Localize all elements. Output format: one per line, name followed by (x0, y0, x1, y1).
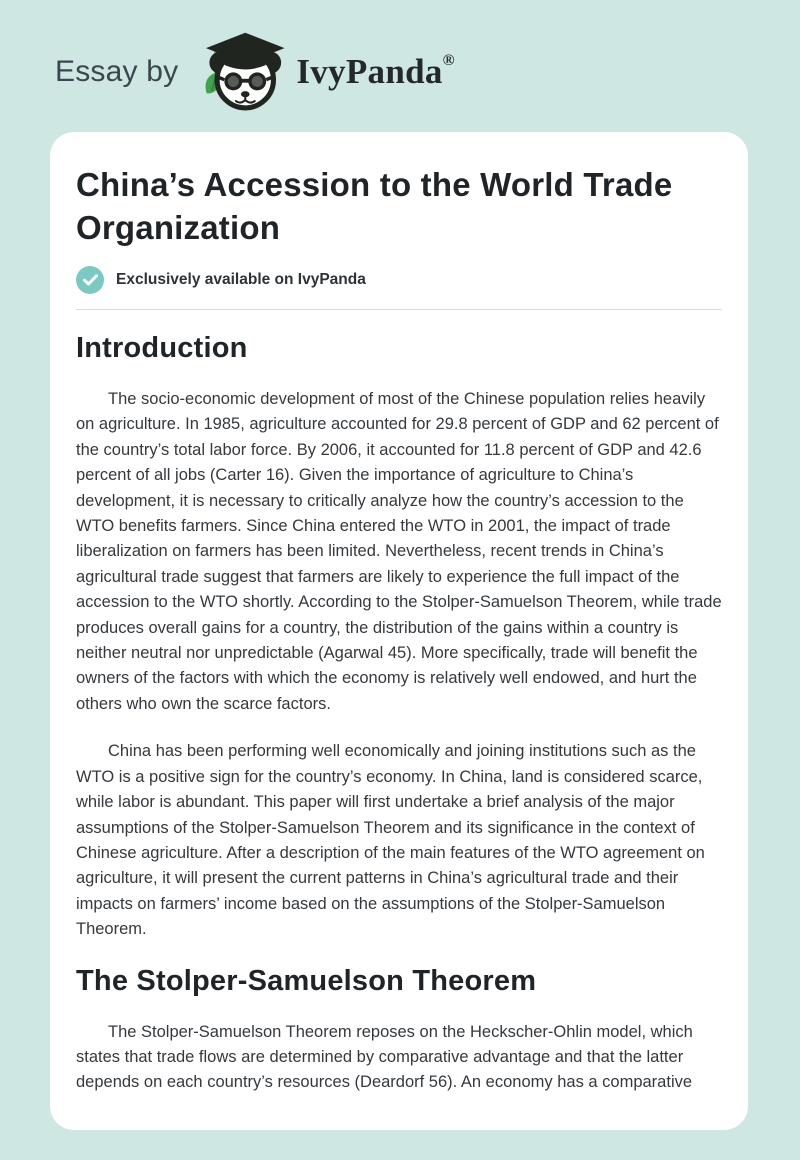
site-header (0, 0, 800, 114)
exclusive-badge-label: Exclusively available on IvyPanda (116, 271, 366, 288)
exclusive-badge (76, 266, 722, 294)
ivypanda-panda-logo-icon (192, 31, 290, 113)
divider (76, 309, 722, 310)
section-heading-stolper-samuelson: The Stolper-Samuelson Theorem (76, 964, 537, 997)
intro-paragraph-1: The socio-economic development of most of the Chinese population relies heavily on agriculture. In 1985, agriculture accounted for 29.8 percent of GDP and 62 percent of the country’s total labor force. By 2006, it accounted for 11.8 percent of GDP and 42.6 percent of all jobs (Carter 16). Given the importance of agriculture to China’s development, it is necessary to critically analyze how the country’s accession to the WTO benefits farmers. Since China entered the WTO in 2001, the impact of trade liberalization on farmers has been limited. Nevertheless, recent trends in China’s agricultural trade suggest that farmers are likely to experience the full impact of the accession to the WTO shortly. According to the Stolper-Samuelson Theorem, while trade produces overall gains for a country, the distribution of the gains within a country is neither neutral nor unpredictable (Agarwal 45). More specifically, trade will benefit the owners of the factors with which the economy is relatively well endowed, and hurt the others who own the scarce factors. (76, 390, 722, 713)
page-title: China’s Accession to the World Trade Organization (76, 166, 673, 246)
theorem-paragraph-1: The Stolper-Samuelson Theorem reposes on the Heckscher-Ohlin model, which states that trade flows are determined by comparative advantage and that the latter depends on each country’s resources (Deardorf 56). An economy has a comparative (76, 1022, 693, 1092)
essay-card (50, 132, 748, 1130)
check-icon (76, 266, 104, 294)
registered-mark: ® (442, 52, 455, 69)
intro-paragraph-2: China has been performing well economically and joining institutions such as the WTO is a positive sign for the country’s economy. In China, land is considered scarce, while labor is abundant. This paper will first undertake a brief analysis of the major assumptions of the Stolper-Samuelson Theorem and its significance in the context of Chinese agriculture. After a description of the main features of the WTO agreement on agriculture, it will present the current patterns in China’s agricultural trade and their impacts on farmers’ income based on the assumptions of the Stolper-Samuelson Theorem. (76, 742, 705, 939)
essay-by-label: Essay by (55, 55, 179, 88)
brand-name: IvyPanda® (296, 52, 455, 91)
section-heading-introduction: Introduction (76, 332, 248, 364)
